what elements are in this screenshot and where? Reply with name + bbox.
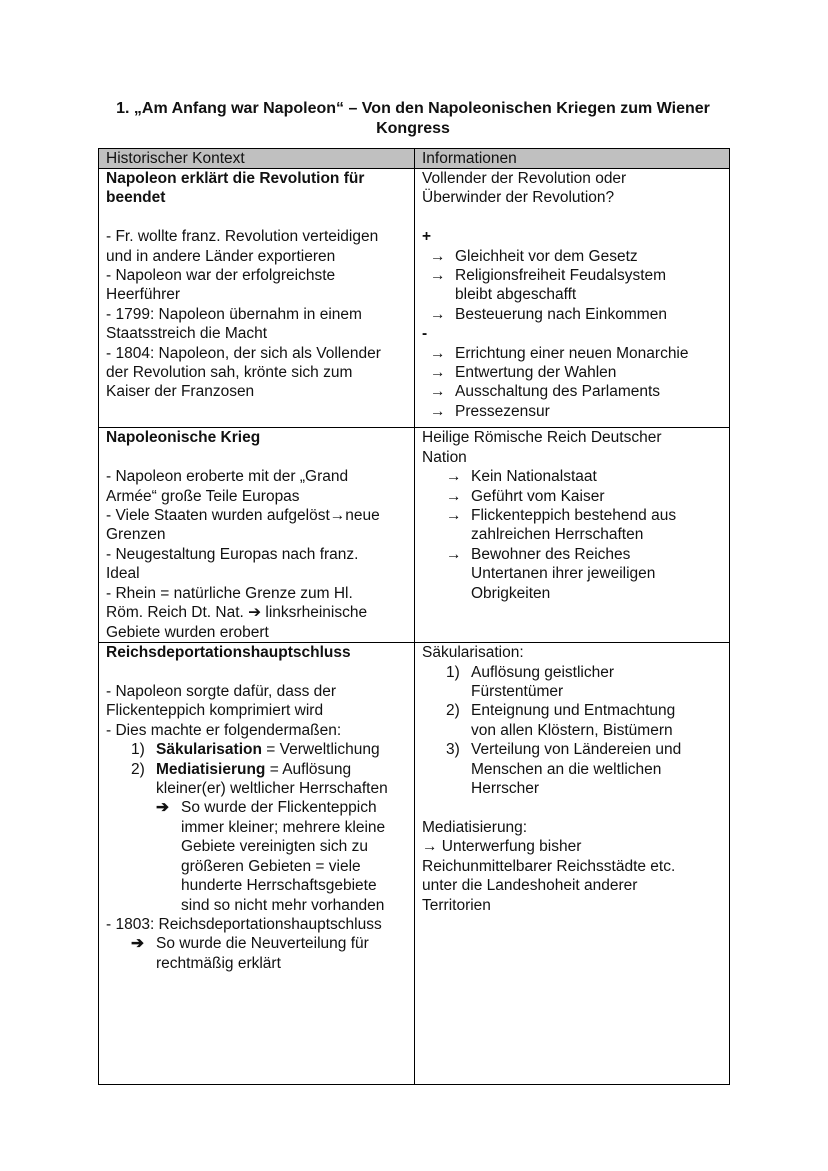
text-line: - Fr. wollte franz. Revolution verteidigen bbox=[106, 228, 379, 246]
term-definition: = Auflösung bbox=[265, 760, 352, 778]
list-number: 2) bbox=[131, 760, 145, 778]
list-item: Verteilung von Ländereien und bbox=[471, 741, 682, 759]
arrow-icon: → bbox=[430, 402, 446, 420]
list-item: Pressezensur bbox=[455, 402, 550, 420]
list-item: Gleichheit vor dem Gesetz bbox=[455, 247, 638, 265]
row2-info-cell bbox=[415, 428, 730, 643]
question-line: Vollender der Revolution oder bbox=[422, 170, 627, 188]
row3-info-cell bbox=[415, 643, 730, 1085]
text-line: Heerführer bbox=[106, 286, 181, 304]
text-line: - Dies machte er folgendermaßen: bbox=[106, 721, 342, 739]
header-historischer-kontext: Historischer Kontext bbox=[99, 149, 415, 169]
arrow-icon: → bbox=[446, 487, 462, 505]
row1-heading: Napoleon erklärt die Revolution für bbox=[106, 170, 365, 188]
arrow-icon: → bbox=[430, 364, 446, 382]
title-line-2: Kongress bbox=[376, 120, 450, 137]
text-line: - Napoleon sorgte dafür, dass der bbox=[106, 683, 337, 701]
list-item: zahlreichen Herrschaften bbox=[471, 526, 644, 544]
list-item: Herrscher bbox=[471, 780, 540, 798]
text-line: Röm. Reich Dt. Nat. ➔ linksrheinische bbox=[106, 604, 368, 622]
bold-arrow-icon: ➔ bbox=[131, 935, 144, 953]
info-heading: Heilige Römische Reich Deutscher bbox=[422, 429, 662, 447]
list-item: Auflösung geistlicher bbox=[471, 663, 615, 681]
page-title bbox=[98, 99, 728, 139]
text-line: der Revolution sah, krönte sich zum bbox=[106, 364, 353, 382]
list-item: So wurde die Neuverteilung für bbox=[156, 935, 369, 953]
arrow-icon: → bbox=[430, 267, 446, 285]
term-saekularisation: Säkularisation bbox=[156, 741, 262, 759]
list-item: von allen Klöstern, Bistümern bbox=[471, 721, 673, 739]
text-line: Territorien bbox=[422, 896, 491, 914]
list-item: Obrigkeiten bbox=[471, 584, 551, 602]
arrow-icon: → bbox=[446, 507, 462, 525]
content-table bbox=[98, 148, 730, 1085]
list-number: 3) bbox=[446, 741, 460, 759]
saekularisation-heading: Säkularisation: bbox=[422, 644, 524, 662]
term-mediatisierung: Mediatisierung bbox=[156, 760, 266, 778]
list-item: Ausschaltung des Parlaments bbox=[455, 383, 661, 401]
arrow-icon: → bbox=[446, 545, 462, 563]
text-line: - 1803: Reichsdeportationshauptschluss bbox=[106, 915, 382, 933]
minus-marker: - bbox=[422, 325, 428, 343]
list-item: Geführt vom Kaiser bbox=[471, 487, 605, 505]
text-line: Armée“ große Teile Europas bbox=[106, 487, 300, 505]
list-number: 1) bbox=[131, 741, 145, 759]
info-heading-cont: Nation bbox=[422, 448, 467, 466]
text-line: und in andere Länder exportieren bbox=[106, 247, 336, 265]
list-item: Enteignung und Entmachtung bbox=[471, 702, 676, 720]
list-item: sind so nicht mehr vorhanden bbox=[181, 896, 385, 914]
list-item: rechtmäßig erklärt bbox=[156, 954, 281, 972]
list-item: Fürstentümer bbox=[471, 683, 564, 701]
table-row bbox=[99, 428, 730, 643]
question-line: Überwinder der Revolution? bbox=[422, 189, 615, 207]
arrow-icon: → bbox=[430, 305, 446, 323]
arrow-icon: → bbox=[446, 468, 462, 486]
text-line: - 1799: Napoleon übernahm in einem bbox=[106, 305, 362, 323]
text-line: → Unterwerfung bisher bbox=[422, 838, 582, 856]
header-informationen: Informationen bbox=[415, 149, 730, 169]
text-line: Flickenteppich komprimiert wird bbox=[106, 702, 324, 720]
list-item: Besteuerung nach Einkommen bbox=[455, 305, 667, 323]
arrow-icon: → bbox=[430, 344, 446, 362]
text-line: Reichunmittelbarer Reichsstädte etc. bbox=[422, 857, 676, 875]
row2-heading: Napoleonische Krieg bbox=[106, 429, 261, 447]
arrow-icon: → bbox=[430, 247, 446, 265]
text-line: Kaiser der Franzosen bbox=[106, 383, 255, 401]
term-definition-cont: kleiner(er) weltlicher Herrschaften bbox=[156, 780, 388, 798]
table-row bbox=[99, 643, 730, 1085]
text-line: - Rhein = natürliche Grenze zum Hl. bbox=[106, 584, 353, 602]
text-line: - 1804: Napoleon, der sich als Vollender bbox=[106, 344, 381, 362]
plus-marker: + bbox=[422, 228, 432, 246]
title-line-1: 1. „Am Anfang war Napoleon“ – Von den Napoleonischen Kriegen zum Wiener bbox=[116, 100, 710, 117]
term-definition: = Verweltlichung bbox=[261, 741, 380, 759]
list-item: Flickenteppich bestehend aus bbox=[471, 507, 677, 525]
list-item: immer kleiner; mehrere kleine bbox=[181, 818, 386, 836]
list-item: Entwertung der Wahlen bbox=[455, 364, 617, 382]
arrow-icon: → bbox=[430, 383, 446, 401]
text-line: Gebiete wurden erobert bbox=[106, 623, 269, 641]
row3-context-cell bbox=[99, 643, 415, 1085]
row3-heading: Reichsdeportationshauptschluss bbox=[106, 644, 351, 662]
text-line: - Napoleon eroberte mit der „Grand bbox=[106, 468, 349, 486]
row2-context-cell bbox=[99, 428, 415, 643]
bold-arrow-icon: ➔ bbox=[156, 799, 169, 817]
text-line: unter die Landeshoheit anderer bbox=[422, 877, 638, 895]
list-item: Errichtung einer neuen Monarchie bbox=[455, 344, 689, 362]
row1-context-cell bbox=[99, 169, 415, 428]
text-line: Grenzen bbox=[106, 526, 166, 544]
row1-info-cell bbox=[415, 169, 730, 428]
list-item: Kein Nationalstaat bbox=[471, 468, 597, 486]
text-line: Ideal bbox=[106, 565, 140, 583]
text-line: - Viele Staaten wurden aufgelöst→neue bbox=[106, 507, 380, 525]
list-item: Untertanen ihrer jeweiligen bbox=[471, 565, 656, 583]
list-item: bleibt abgeschafft bbox=[455, 286, 577, 304]
list-item: größeren Gebieten = viele bbox=[181, 857, 361, 875]
list-number: 2) bbox=[446, 702, 460, 720]
text-line: - Neugestaltung Europas nach franz. bbox=[106, 545, 359, 563]
text-line: Staatsstreich die Macht bbox=[106, 325, 268, 343]
list-item: Gebiete vereinigten sich zu bbox=[181, 838, 368, 856]
text-line: - Napoleon war der erfolgreichste bbox=[106, 267, 336, 285]
table-row bbox=[99, 169, 730, 428]
list-item: hunderte Herrschaftsgebiete bbox=[181, 877, 377, 895]
table-header-row bbox=[99, 149, 730, 169]
list-item: Menschen an die weltlichen bbox=[471, 760, 662, 778]
mediatisierung-heading: Mediatisierung: bbox=[422, 818, 528, 836]
list-item: Bewohner des Reiches bbox=[471, 545, 631, 563]
row1-heading-cont: beendet bbox=[106, 189, 166, 207]
list-item: Religionsfreiheit Feudalsystem bbox=[455, 267, 667, 285]
list-number: 1) bbox=[446, 663, 460, 681]
list-item: So wurde der Flickenteppich bbox=[181, 799, 377, 817]
